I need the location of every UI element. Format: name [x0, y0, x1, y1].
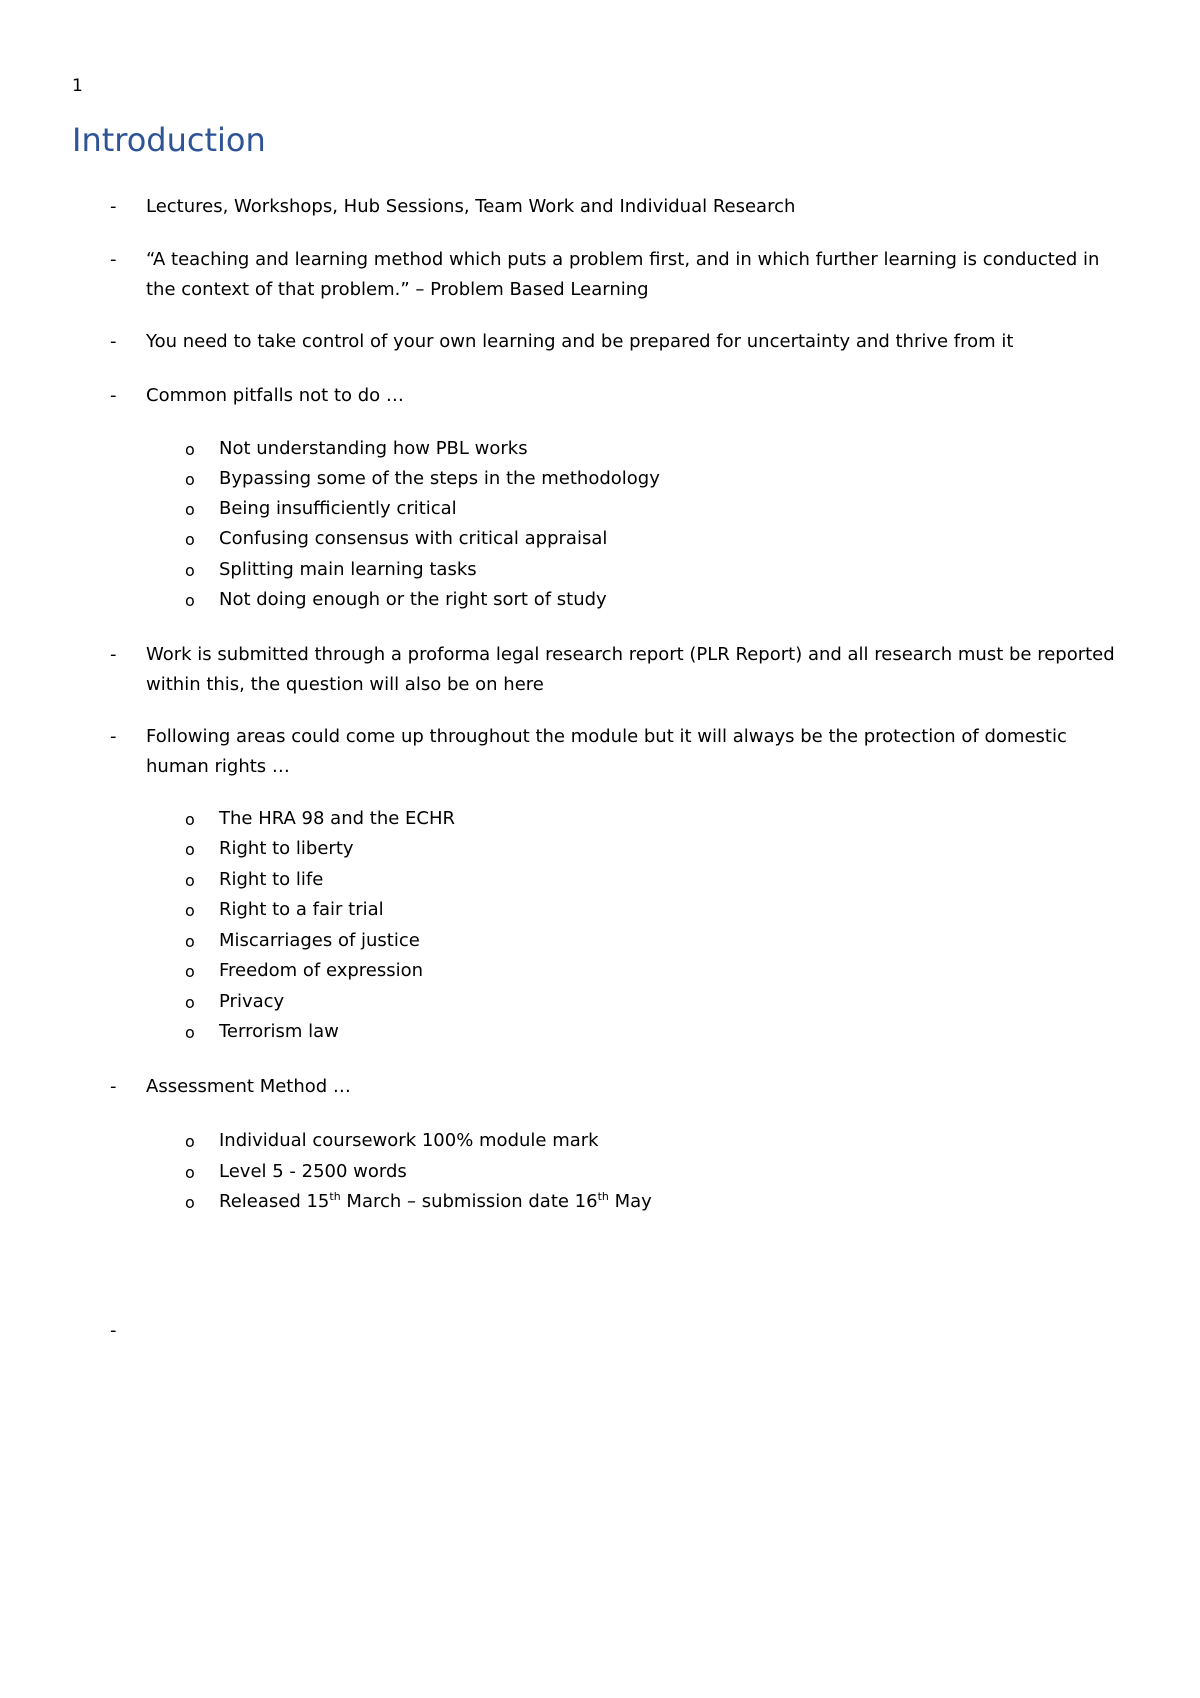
dash-marker: - — [110, 644, 117, 665]
sub-list-item — [185, 524, 1119, 554]
bullet-item — [110, 1072, 1126, 1102]
dash-marker: - — [110, 1076, 117, 1097]
circle-marker: o — [185, 440, 195, 459]
sub-item-text: Privacy — [219, 991, 285, 1012]
sub-list-item — [185, 1157, 1119, 1187]
sub-item-text: Splitting main learning tasks — [219, 559, 477, 580]
circle-marker: o — [185, 500, 195, 519]
bullet-text: You need to take control of your own learning and be prepared for uncertainty and thrive from it — [146, 331, 1014, 352]
circle-marker: o — [185, 932, 195, 951]
sub-list-item — [185, 585, 1119, 615]
bullet-item — [110, 722, 1126, 781]
bullet-item — [110, 640, 1126, 699]
page-number: 1 — [72, 76, 83, 96]
circle-marker: o — [185, 1193, 195, 1212]
dash-marker: - — [110, 196, 117, 217]
sub-item-text: Not doing enough or the right sort of study — [219, 589, 607, 610]
circle-marker: o — [185, 591, 195, 610]
bullet-text: “A teaching and learning method which puts a problem first, and in which further learning is conducted in the context of that problem.” – Problem Based Learning — [146, 249, 1100, 300]
release-suffix: May — [608, 1191, 652, 1212]
circle-marker: o — [185, 1132, 195, 1151]
sub-list-item — [185, 834, 1119, 864]
sub-item-text: Not understanding how PBL works — [219, 438, 528, 459]
bullet-text: Lectures, Workshops, Hub Sessions, Team Work and Individual Research — [146, 196, 796, 217]
sub-list-item — [185, 987, 1119, 1017]
bullet-item — [110, 245, 1126, 304]
sub-list-item — [185, 804, 1119, 834]
sub-list-item — [185, 464, 1119, 494]
dash-marker: - — [110, 331, 117, 352]
sub-item-text: Miscarriages of justice — [219, 930, 420, 951]
sub-item-text: Right to liberty — [219, 838, 354, 859]
circle-marker: o — [185, 1163, 195, 1182]
sub-item-text: Right to a fair trial — [219, 899, 384, 920]
bullet-text: Following areas could come up throughout the module but it will always be the protection of domestic human rights … — [146, 726, 1067, 777]
circle-marker: o — [185, 871, 195, 890]
sub-list-item — [185, 926, 1119, 956]
circle-marker: o — [185, 993, 195, 1012]
circle-marker: o — [185, 470, 195, 489]
sub-item-text: Terrorism law — [219, 1021, 339, 1042]
sub-list-item — [185, 1187, 1119, 1217]
sub-item-text — [219, 1191, 652, 1212]
sub-list-item — [185, 555, 1119, 585]
circle-marker: o — [185, 840, 195, 859]
sub-item-text: Being insufficiently critical — [219, 498, 457, 519]
sub-item-text: Level 5 - 2500 words — [219, 1161, 407, 1182]
sub-list-item — [185, 1126, 1119, 1156]
dash-marker: - — [110, 385, 117, 406]
sub-list-item — [185, 494, 1119, 524]
circle-marker: o — [185, 810, 195, 829]
bullet-text: Assessment Method … — [146, 1076, 351, 1097]
sub-item-text: The HRA 98 and the ECHR — [219, 808, 456, 829]
page-title: Introduction — [72, 121, 266, 159]
sub-list-item — [185, 956, 1119, 986]
release-prefix: Released 15 — [219, 1191, 330, 1212]
release-middle: March – submission date 16 — [340, 1191, 598, 1212]
circle-marker: o — [185, 561, 195, 580]
circle-marker: o — [185, 901, 195, 920]
bullet-item — [110, 381, 1126, 411]
dash-marker: - — [110, 1320, 117, 1341]
dash-marker: - — [110, 249, 117, 270]
sub-list-item — [185, 1017, 1119, 1047]
circle-marker: o — [185, 530, 195, 549]
circle-marker: o — [185, 962, 195, 981]
circle-marker: o — [185, 1023, 195, 1042]
sub-item-text: Bypassing some of the steps in the methodology — [219, 468, 660, 489]
bullet-item — [110, 327, 1126, 357]
sub-item-text: Individual coursework 100% module mark — [219, 1130, 599, 1151]
sub-item-text: Freedom of expression — [219, 960, 424, 981]
bullet-item — [110, 192, 1126, 222]
sub-item-text: Confusing consensus with critical appraisal — [219, 528, 608, 549]
sub-list-item — [185, 865, 1119, 895]
ordinal-suffix: th — [597, 1190, 609, 1203]
ordinal-suffix: th — [329, 1190, 341, 1203]
sub-list-item — [185, 434, 1119, 464]
bullet-text: Work is submitted through a proforma legal research report (PLR Report) and all research must be reported within this, the question will also be on here — [146, 644, 1115, 695]
bullet-text: Common pitfalls not to do … — [146, 385, 404, 406]
sub-item-text: Right to life — [219, 869, 324, 890]
sub-list-item — [185, 895, 1119, 925]
dash-marker: - — [110, 726, 117, 747]
